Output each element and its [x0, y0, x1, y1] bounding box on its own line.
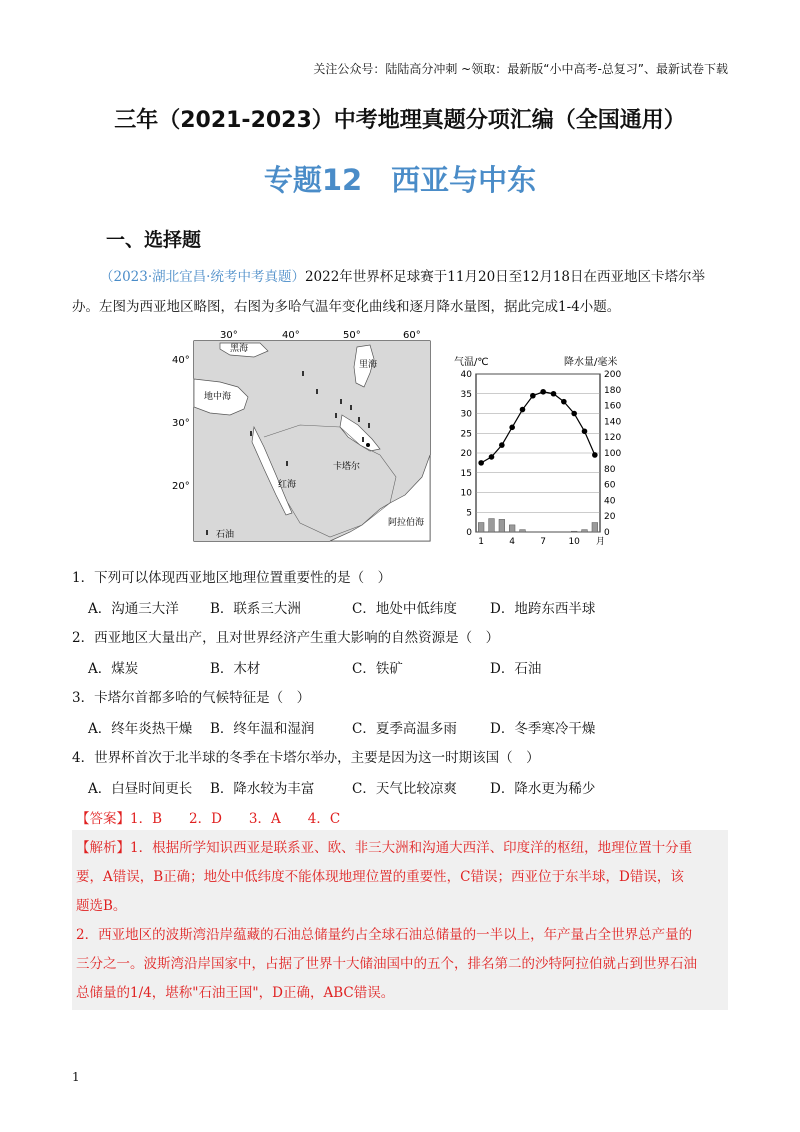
- chart-y2-tick-label: 40: [604, 496, 616, 507]
- q1-option-d[interactable]: D．地跨东西半球: [490, 601, 596, 617]
- intro-paragraph: [72, 262, 728, 322]
- intro-text: 2022年世界杯足球赛于11月20日至12月18日在西亚地区卡塔尔举办。左图为西亚地区略图，右图为多哈气温年变化曲线和逐月降水量图，据此完成1-4小题。: [72, 269, 706, 315]
- document-title: 三年（2021-2023）中考地理真题分项汇编（全国通用）: [114, 108, 686, 133]
- chart-y-tick-label: 0: [466, 528, 472, 538]
- chart-y2-tick-label: 100: [604, 449, 622, 459]
- temperature-line: [481, 392, 595, 463]
- analysis-line-3: 题选B。: [76, 898, 127, 914]
- temperature-point: [551, 391, 557, 397]
- temperature-point: [540, 389, 546, 395]
- answer-label: 【答案】: [76, 811, 130, 827]
- topic-title: 专题12 西亚与中东: [263, 163, 537, 197]
- question-3-stem: 3．卡塔尔首都多哈的气候特征是（ ）: [72, 690, 311, 706]
- precipitation-bar: [520, 530, 526, 532]
- q2-option-d[interactable]: D．石油: [490, 661, 542, 677]
- chart-x-tick-label: 1: [478, 537, 485, 547]
- chart-y2-tick-label: 20: [604, 512, 616, 523]
- chart-x-tick-label: 7: [540, 537, 547, 547]
- chart-y2-tick-label: 160: [604, 401, 622, 412]
- lon-label-60: 60°: [403, 330, 421, 341]
- map-label-red-sea: 红海: [278, 480, 297, 490]
- q1-option-a[interactable]: A．沟通三大洋: [88, 601, 179, 617]
- lat-label-40: 40°: [172, 355, 190, 366]
- analysis-text-1: 1．根据所学知识西亚是联系亚、欧、非三大洲和沟通大西洋、印度洋的枢纽，地理位置十分重: [130, 840, 693, 856]
- lon-label-30: 30°: [220, 330, 238, 341]
- q2-option-b[interactable]: B．木材: [210, 661, 261, 677]
- analysis-line-5: 三分之一。波斯湾沿岸国家中，占据了世界十大储油国中的五个，排名第二的沙特阿拉伯就占到世界石油: [76, 956, 697, 972]
- precipitation-bar: [489, 519, 495, 532]
- question-2-stem: 2．西亚地区大量出产，且对世界经济产生重大影响的自然资源是（ ）: [72, 630, 500, 646]
- question-4-stem: 4．世界杯首次于北半球的冬季在卡塔尔举办，主要是因为这一时期该国（ ）: [72, 750, 540, 766]
- temperature-point: [571, 411, 577, 417]
- map-label-mediterranean: 地中海: [204, 392, 232, 402]
- q4-option-a[interactable]: A．白昼时间更长: [88, 781, 193, 797]
- analysis-line-4: 2．西亚地区的波斯湾沿岸蕴藏的石油总储量约占全球石油总储量的一半以上，年产量占全世界总产量的: [76, 927, 693, 943]
- analysis-line-6: 总储量的1/4，堪称"石油王国"，D正确，ABC错误。: [76, 985, 395, 1001]
- q3-option-a[interactable]: A．终年炎热干燥: [88, 721, 193, 737]
- q4-option-d[interactable]: D．降水更为稀少: [490, 781, 596, 797]
- chart-y2-tick-label: 60: [604, 480, 616, 491]
- q1-option-b[interactable]: B．联系三大洲: [210, 601, 301, 617]
- answer-text: 1．B 2．D 3．A 4．C: [130, 811, 341, 827]
- chart-y-tick-label: 25: [460, 429, 472, 440]
- map-legend-label: 石油: [216, 530, 235, 540]
- temperature-point: [489, 454, 495, 460]
- question-1-stem: 1．下列可以体现西亚地区地理位置重要性的是（ ）: [72, 570, 392, 586]
- lat-label-30: 30°: [172, 418, 190, 429]
- temperature-point: [561, 399, 567, 405]
- precipitation-bar: [478, 523, 484, 532]
- temperature-point: [520, 407, 526, 413]
- q1-option-c[interactable]: C．地处中低纬度: [352, 601, 457, 617]
- chart-y2-tick-label: 180: [604, 385, 622, 396]
- map-label-caspian: 里海: [359, 360, 378, 370]
- chart-ylabel: 气温/℃: [454, 357, 489, 368]
- temperature-point: [499, 442, 505, 448]
- analysis-label: 【解析】: [76, 840, 130, 856]
- oil-legend-icon: [206, 530, 208, 535]
- chart-y2label: 降水量/毫米: [564, 357, 618, 368]
- analysis-line-2: 要，A错误，B正确；地处中低纬度不能体现地理位置的重要性，C错误；西亚位于东半球，D错误，该: [76, 869, 684, 885]
- chart-y2-tick-label: 0: [604, 528, 610, 538]
- question-source: （2023·湖北宜昌·统考中考真题）: [100, 269, 305, 285]
- precipitation-bar: [571, 531, 577, 532]
- chart-y2-tick-label: 80: [604, 464, 616, 475]
- temperature-point: [509, 425, 515, 431]
- lat-label-20: 20°: [172, 481, 190, 492]
- temperature-point: [582, 428, 588, 434]
- chart-y-tick-label: 40: [460, 370, 472, 380]
- chart-x-tick-label: 4: [509, 537, 516, 547]
- climate-chart: [452, 352, 632, 552]
- precipitation-bar: [509, 525, 515, 532]
- q3-option-b[interactable]: B．终年温和湿润: [210, 721, 315, 737]
- chart-y2-tick-label: 120: [604, 433, 622, 444]
- q3-option-d[interactable]: D．冬季寒冷干燥: [490, 721, 596, 737]
- precipitation-bar: [499, 519, 505, 532]
- lon-label-40: 40°: [282, 330, 300, 341]
- chart-y2-tick-label: 140: [604, 417, 622, 428]
- temperature-point: [478, 460, 484, 466]
- chart-y-tick-label: 30: [460, 409, 472, 420]
- temperature-point: [530, 393, 536, 399]
- temperature-point: [592, 452, 598, 458]
- analysis-line-1: [76, 834, 726, 863]
- chart-y2-tick-label: 200: [604, 370, 622, 380]
- page-number: 1: [72, 1070, 80, 1084]
- q2-option-a[interactable]: A．煤炭: [88, 661, 139, 677]
- q4-option-b[interactable]: B．降水较为丰富: [210, 781, 315, 797]
- chart-x-unit: 月: [596, 537, 606, 547]
- q2-option-c[interactable]: C．铁矿: [352, 661, 403, 677]
- chart-x-tick-label: 10: [568, 537, 580, 547]
- map-label-arabian-sea: 阿拉伯海: [388, 518, 425, 528]
- lon-label-50: 50°: [343, 330, 361, 341]
- precipitation-bar: [592, 523, 598, 532]
- chart-y-tick-label: 10: [460, 488, 472, 499]
- header-note: 关注公众号：陆陆高分冲刺 ~领取：最新版“小中高考-总复习”、最新试卷下载: [313, 62, 728, 76]
- precipitation-bar: [582, 530, 588, 532]
- chart-y-tick-label: 20: [460, 449, 472, 459]
- map-label-black-sea: 黑海: [230, 344, 249, 354]
- answer-line: [76, 805, 726, 834]
- q3-option-c[interactable]: C．夏季高温多雨: [352, 721, 457, 737]
- q4-option-c[interactable]: C．天气比较凉爽: [352, 781, 457, 797]
- chart-y-tick-label: 35: [460, 389, 472, 400]
- chart-y-tick-label: 15: [460, 468, 472, 479]
- west-asia-map: [172, 327, 435, 547]
- map-label-qatar: 卡塔尔: [333, 462, 361, 472]
- section-heading: 一、选择题: [106, 229, 202, 251]
- qatar-marker: [366, 443, 370, 447]
- chart-y-tick-label: 5: [466, 508, 472, 519]
